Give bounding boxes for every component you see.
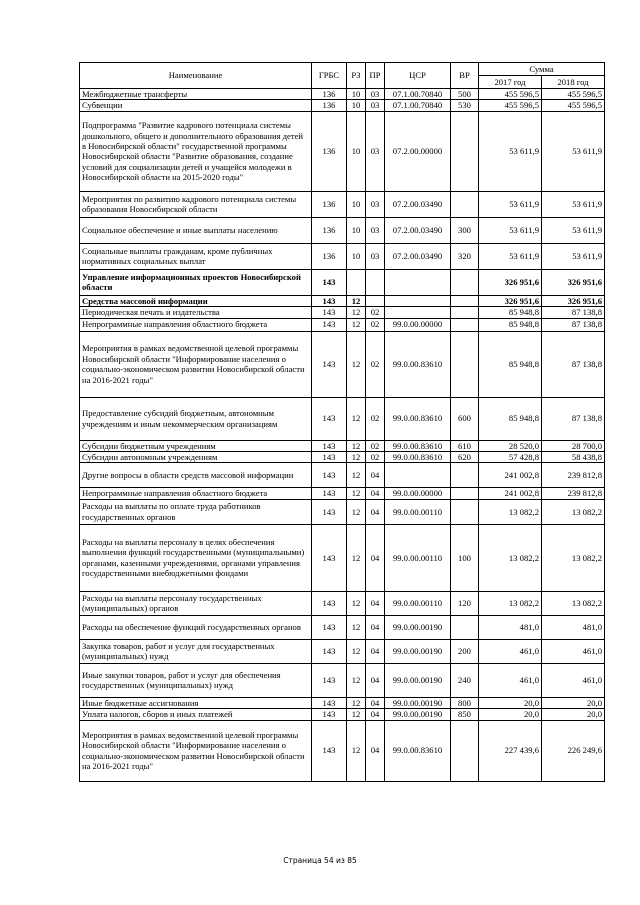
table-row bbox=[80, 488, 605, 499]
row-csr: 07.2.00.03490 bbox=[385, 191, 451, 217]
row-grbs: 136 bbox=[312, 100, 347, 111]
row-rz: 12 bbox=[347, 488, 366, 499]
row-vr bbox=[451, 191, 479, 217]
row-rz: 12 bbox=[347, 615, 366, 639]
row-value-2018: 87 138,8 bbox=[542, 307, 605, 318]
row-value-2017: 57 428,8 bbox=[479, 452, 542, 463]
row-pr: 04 bbox=[366, 591, 385, 615]
row-name: Расходы на обеспечение функций государственных органов bbox=[80, 615, 312, 639]
row-csr: 99.0.00.00110 bbox=[385, 524, 451, 591]
row-pr: 04 bbox=[366, 639, 385, 663]
table-row bbox=[80, 720, 605, 781]
row-vr: 320 bbox=[451, 243, 479, 269]
row-value-2017: 461,0 bbox=[479, 663, 542, 697]
row-pr: 04 bbox=[366, 697, 385, 708]
row-rz: 10 bbox=[347, 243, 366, 269]
row-pr: 03 bbox=[366, 191, 385, 217]
header-year-2017: 2017 год bbox=[479, 76, 542, 89]
header-csr: ЦСР bbox=[385, 63, 451, 89]
row-vr: 120 bbox=[451, 591, 479, 615]
row-rz: 10 bbox=[347, 191, 366, 217]
table-row bbox=[80, 524, 605, 591]
row-vr bbox=[451, 318, 479, 331]
row-grbs: 143 bbox=[312, 440, 347, 451]
table-body bbox=[80, 89, 605, 782]
row-name: Социальные выплаты гражданам, кроме публичных нормативных социальных выплат bbox=[80, 243, 312, 269]
row-value-2018: 455 596,5 bbox=[542, 100, 605, 111]
row-rz: 12 bbox=[347, 524, 366, 591]
table-row bbox=[80, 307, 605, 318]
row-pr: 04 bbox=[366, 524, 385, 591]
row-value-2018: 53 611,9 bbox=[542, 217, 605, 243]
row-pr: 03 bbox=[366, 111, 385, 191]
row-value-2017: 20,0 bbox=[479, 697, 542, 708]
row-name: Подпрограмма "Развитие кадрового потенциала системы дошкольного, общего и дополнительного образования детей в Новосибирской области" государственной программы Новосибирской области "Развитие образования, создание условий для социализации детей и учащейся молодежи в Новосибирской области на 2015-2020 годы" bbox=[80, 111, 312, 191]
row-grbs: 143 bbox=[312, 397, 347, 440]
row-name: Расходы на выплаты персоналу в целях обеспечения выполнения функций государственными (муниципальными) органами, казенными учреждениями, органами управления государственными внебюджетными фондами bbox=[80, 524, 312, 591]
header-pr: ПР bbox=[366, 63, 385, 89]
row-value-2018: 13 082,2 bbox=[542, 524, 605, 591]
row-pr: 04 bbox=[366, 709, 385, 720]
row-csr: 99.0.00.00190 bbox=[385, 709, 451, 720]
row-pr: 04 bbox=[366, 488, 385, 499]
header-rz: РЗ bbox=[347, 63, 366, 89]
row-name: Непрограммные направления областного бюджета bbox=[80, 488, 312, 499]
row-rz: 10 bbox=[347, 217, 366, 243]
row-vr: 600 bbox=[451, 397, 479, 440]
row-value-2017: 455 596,5 bbox=[479, 100, 542, 111]
row-rz: 12 bbox=[347, 663, 366, 697]
row-value-2018: 13 082,2 bbox=[542, 591, 605, 615]
row-vr bbox=[451, 615, 479, 639]
row-value-2017: 85 948,8 bbox=[479, 307, 542, 318]
row-grbs: 143 bbox=[312, 697, 347, 708]
row-name: Социальное обеспечение и иные выплаты населению bbox=[80, 217, 312, 243]
row-rz: 12 bbox=[347, 697, 366, 708]
row-value-2018: 455 596,5 bbox=[542, 89, 605, 100]
row-pr: 02 bbox=[366, 452, 385, 463]
row-vr bbox=[451, 295, 479, 306]
row-value-2018: 326 951,6 bbox=[542, 295, 605, 306]
row-name: Другие вопросы в области средств массовой информации bbox=[80, 463, 312, 488]
page-number: Страница 54 из 85 bbox=[283, 856, 357, 865]
row-vr: 240 bbox=[451, 663, 479, 697]
row-pr: 04 bbox=[366, 720, 385, 781]
header-name: Наименование bbox=[80, 63, 312, 89]
row-name: Мероприятия по развитию кадрового потенциала системы образования Новосибирской области bbox=[80, 191, 312, 217]
row-name: Субвенции bbox=[80, 100, 312, 111]
table-row bbox=[80, 100, 605, 111]
row-value-2018: 461,0 bbox=[542, 639, 605, 663]
row-rz: 10 bbox=[347, 111, 366, 191]
row-vr bbox=[451, 488, 479, 499]
row-csr bbox=[385, 295, 451, 306]
row-vr: 500 bbox=[451, 89, 479, 100]
table-row bbox=[80, 452, 605, 463]
row-value-2018: 53 611,9 bbox=[542, 191, 605, 217]
row-value-2018: 239 812,8 bbox=[542, 463, 605, 488]
row-csr: 99.0.00.83610 bbox=[385, 440, 451, 451]
row-grbs: 143 bbox=[312, 452, 347, 463]
row-value-2018: 226 249,6 bbox=[542, 720, 605, 781]
row-csr: 07.2.00.03490 bbox=[385, 217, 451, 243]
row-grbs: 143 bbox=[312, 295, 347, 306]
row-grbs: 143 bbox=[312, 307, 347, 318]
row-vr: 850 bbox=[451, 709, 479, 720]
row-name: Управление информационных проектов Новосибирской области bbox=[80, 269, 312, 295]
table-row bbox=[80, 295, 605, 306]
row-value-2018: 87 138,8 bbox=[542, 318, 605, 331]
row-rz: 12 bbox=[347, 295, 366, 306]
row-name: Уплата налогов, сборов и иных платежей bbox=[80, 709, 312, 720]
table-row bbox=[80, 697, 605, 708]
row-value-2018: 326 951,6 bbox=[542, 269, 605, 295]
row-value-2018: 239 812,8 bbox=[542, 488, 605, 499]
header-vr: ВР bbox=[451, 63, 479, 89]
budget-table bbox=[79, 62, 605, 782]
row-value-2017: 13 082,2 bbox=[479, 499, 542, 524]
row-value-2017: 28 520,0 bbox=[479, 440, 542, 451]
table-row bbox=[80, 397, 605, 440]
row-vr bbox=[451, 111, 479, 191]
row-value-2018: 13 082,2 bbox=[542, 499, 605, 524]
row-vr bbox=[451, 463, 479, 488]
row-csr: 99.0.00.00190 bbox=[385, 697, 451, 708]
row-csr: 07.1.00.70840 bbox=[385, 89, 451, 100]
row-pr: 02 bbox=[366, 318, 385, 331]
row-name: Субсидии автономным учреждениям bbox=[80, 452, 312, 463]
row-value-2017: 227 439,6 bbox=[479, 720, 542, 781]
row-value-2017: 85 948,8 bbox=[479, 331, 542, 397]
row-grbs: 136 bbox=[312, 111, 347, 191]
row-value-2017: 53 611,9 bbox=[479, 111, 542, 191]
row-rz: 12 bbox=[347, 639, 366, 663]
row-value-2017: 13 082,2 bbox=[479, 524, 542, 591]
row-csr: 99.0.00.00190 bbox=[385, 639, 451, 663]
row-rz: 12 bbox=[347, 397, 366, 440]
row-name: Непрограммные направления областного бюджета bbox=[80, 318, 312, 331]
row-name: Расходы на выплаты по оплате труда работников государственных органов bbox=[80, 499, 312, 524]
row-vr bbox=[451, 269, 479, 295]
row-value-2018: 53 611,9 bbox=[542, 243, 605, 269]
row-name: Мероприятия в рамках ведомственной целевой программы Новосибирской области "Информирование населения о социально-экономическом развитии Новосибирской области на 2016-2021 годы" bbox=[80, 720, 312, 781]
row-value-2017: 85 948,8 bbox=[479, 397, 542, 440]
row-value-2017: 20,0 bbox=[479, 709, 542, 720]
row-vr: 610 bbox=[451, 440, 479, 451]
row-csr: 99.0.00.83610 bbox=[385, 397, 451, 440]
row-rz: 12 bbox=[347, 307, 366, 318]
row-rz: 12 bbox=[347, 591, 366, 615]
row-name: Средства массовой информации bbox=[80, 295, 312, 306]
table-row bbox=[80, 89, 605, 100]
row-rz: 12 bbox=[347, 318, 366, 331]
row-grbs: 143 bbox=[312, 463, 347, 488]
row-rz: 10 bbox=[347, 89, 366, 100]
row-value-2017: 326 951,6 bbox=[479, 269, 542, 295]
row-vr: 530 bbox=[451, 100, 479, 111]
row-pr: 02 bbox=[366, 307, 385, 318]
row-name: Расходы на выплаты персоналу государственных (муниципальных) органов bbox=[80, 591, 312, 615]
row-value-2018: 481,0 bbox=[542, 615, 605, 639]
row-value-2017: 326 951,6 bbox=[479, 295, 542, 306]
row-value-2017: 455 596,5 bbox=[479, 89, 542, 100]
row-value-2017: 85 948,8 bbox=[479, 318, 542, 331]
table-row bbox=[80, 217, 605, 243]
row-csr: 99.0.00.83610 bbox=[385, 331, 451, 397]
table-row bbox=[80, 243, 605, 269]
row-pr: 03 bbox=[366, 243, 385, 269]
table-row bbox=[80, 663, 605, 697]
row-csr: 07.2.00.03490 bbox=[385, 243, 451, 269]
row-csr: 99.0.00.00190 bbox=[385, 663, 451, 697]
row-vr: 620 bbox=[451, 452, 479, 463]
row-rz: 12 bbox=[347, 499, 366, 524]
row-grbs: 136 bbox=[312, 217, 347, 243]
row-pr: 03 bbox=[366, 217, 385, 243]
row-value-2018: 461,0 bbox=[542, 663, 605, 697]
row-value-2017: 13 082,2 bbox=[479, 591, 542, 615]
row-name: Межбюджетные трансферты bbox=[80, 89, 312, 100]
row-name: Предоставление субсидий бюджетным, автономным учреждениям и иным некоммерческим организациям bbox=[80, 397, 312, 440]
table-row bbox=[80, 111, 605, 191]
row-value-2018: 28 700,0 bbox=[542, 440, 605, 451]
row-name: Иные бюджетные ассигнования bbox=[80, 697, 312, 708]
row-value-2017: 481,0 bbox=[479, 615, 542, 639]
row-grbs: 143 bbox=[312, 591, 347, 615]
row-pr: 03 bbox=[366, 100, 385, 111]
row-csr: 99.0.00.00110 bbox=[385, 591, 451, 615]
row-rz: 12 bbox=[347, 331, 366, 397]
row-vr: 100 bbox=[451, 524, 479, 591]
row-rz: 10 bbox=[347, 100, 366, 111]
row-rz: 12 bbox=[347, 463, 366, 488]
row-grbs: 136 bbox=[312, 89, 347, 100]
row-pr: 04 bbox=[366, 463, 385, 488]
row-value-2018: 20,0 bbox=[542, 697, 605, 708]
row-value-2018: 87 138,8 bbox=[542, 397, 605, 440]
row-vr bbox=[451, 307, 479, 318]
row-csr bbox=[385, 307, 451, 318]
row-csr: 07.2.00.00000 bbox=[385, 111, 451, 191]
row-value-2017: 241 002,8 bbox=[479, 463, 542, 488]
row-grbs: 143 bbox=[312, 499, 347, 524]
row-csr: 99.0.00.00190 bbox=[385, 615, 451, 639]
row-pr: 04 bbox=[366, 663, 385, 697]
row-csr: 99.0.00.83610 bbox=[385, 720, 451, 781]
table-row bbox=[80, 709, 605, 720]
header-sum: Сумма bbox=[479, 63, 605, 76]
row-name: Иные закупки товаров, работ и услуг для обеспечения государственных (муниципальных) нужд bbox=[80, 663, 312, 697]
row-rz: 12 bbox=[347, 709, 366, 720]
row-grbs: 143 bbox=[312, 269, 347, 295]
row-pr: 02 bbox=[366, 397, 385, 440]
row-name: Закупка товаров, работ и услуг для государственных (муниципальных) нужд bbox=[80, 639, 312, 663]
row-grbs: 143 bbox=[312, 331, 347, 397]
row-rz: 12 bbox=[347, 452, 366, 463]
row-pr: 04 bbox=[366, 615, 385, 639]
table-row bbox=[80, 269, 605, 295]
row-csr bbox=[385, 463, 451, 488]
table-row bbox=[80, 499, 605, 524]
row-rz: 12 bbox=[347, 440, 366, 451]
row-value-2018: 58 438,8 bbox=[542, 452, 605, 463]
row-grbs: 143 bbox=[312, 524, 347, 591]
row-csr: 99.0.00.00110 bbox=[385, 499, 451, 524]
header-year-2018: 2018 год bbox=[542, 76, 605, 89]
row-grbs: 136 bbox=[312, 243, 347, 269]
table-row bbox=[80, 615, 605, 639]
row-grbs: 136 bbox=[312, 191, 347, 217]
table-row bbox=[80, 191, 605, 217]
row-value-2017: 241 002,8 bbox=[479, 488, 542, 499]
row-grbs: 143 bbox=[312, 709, 347, 720]
row-pr bbox=[366, 295, 385, 306]
row-csr: 99.0.00.00000 bbox=[385, 488, 451, 499]
row-pr: 04 bbox=[366, 499, 385, 524]
table-row bbox=[80, 318, 605, 331]
row-value-2018: 20,0 bbox=[542, 709, 605, 720]
row-value-2017: 53 611,9 bbox=[479, 243, 542, 269]
row-vr: 200 bbox=[451, 639, 479, 663]
row-value-2017: 53 611,9 bbox=[479, 217, 542, 243]
row-value-2018: 53 611,9 bbox=[542, 111, 605, 191]
row-rz bbox=[347, 269, 366, 295]
row-name: Периодическая печать и издательства bbox=[80, 307, 312, 318]
row-rz: 12 bbox=[347, 720, 366, 781]
table-row bbox=[80, 463, 605, 488]
row-name: Мероприятия в рамках ведомственной целевой программы Новосибирской области "Информирование населения о социально-экономическом развитии Новосибирской области на 2016-2021 годы" bbox=[80, 331, 312, 397]
row-value-2017: 461,0 bbox=[479, 639, 542, 663]
table-row bbox=[80, 591, 605, 615]
row-csr bbox=[385, 269, 451, 295]
row-name: Субсидии бюджетным учреждениям bbox=[80, 440, 312, 451]
row-csr: 07.1.00.70840 bbox=[385, 100, 451, 111]
row-grbs: 143 bbox=[312, 318, 347, 331]
row-pr: 02 bbox=[366, 440, 385, 451]
row-grbs: 143 bbox=[312, 488, 347, 499]
row-vr: 800 bbox=[451, 697, 479, 708]
row-csr: 99.0.00.00000 bbox=[385, 318, 451, 331]
table-row bbox=[80, 331, 605, 397]
header-grbs: ГРБС bbox=[312, 63, 347, 89]
row-value-2018: 87 138,8 bbox=[542, 331, 605, 397]
row-grbs: 143 bbox=[312, 639, 347, 663]
row-grbs: 143 bbox=[312, 663, 347, 697]
row-value-2017: 53 611,9 bbox=[479, 191, 542, 217]
row-grbs: 143 bbox=[312, 720, 347, 781]
row-pr: 02 bbox=[366, 331, 385, 397]
row-pr bbox=[366, 269, 385, 295]
row-vr bbox=[451, 720, 479, 781]
table-row bbox=[80, 639, 605, 663]
row-grbs: 143 bbox=[312, 615, 347, 639]
row-pr: 03 bbox=[366, 89, 385, 100]
row-vr: 300 bbox=[451, 217, 479, 243]
row-vr bbox=[451, 499, 479, 524]
row-vr bbox=[451, 331, 479, 397]
row-csr: 99.0.00.83610 bbox=[385, 452, 451, 463]
table-row bbox=[80, 440, 605, 451]
